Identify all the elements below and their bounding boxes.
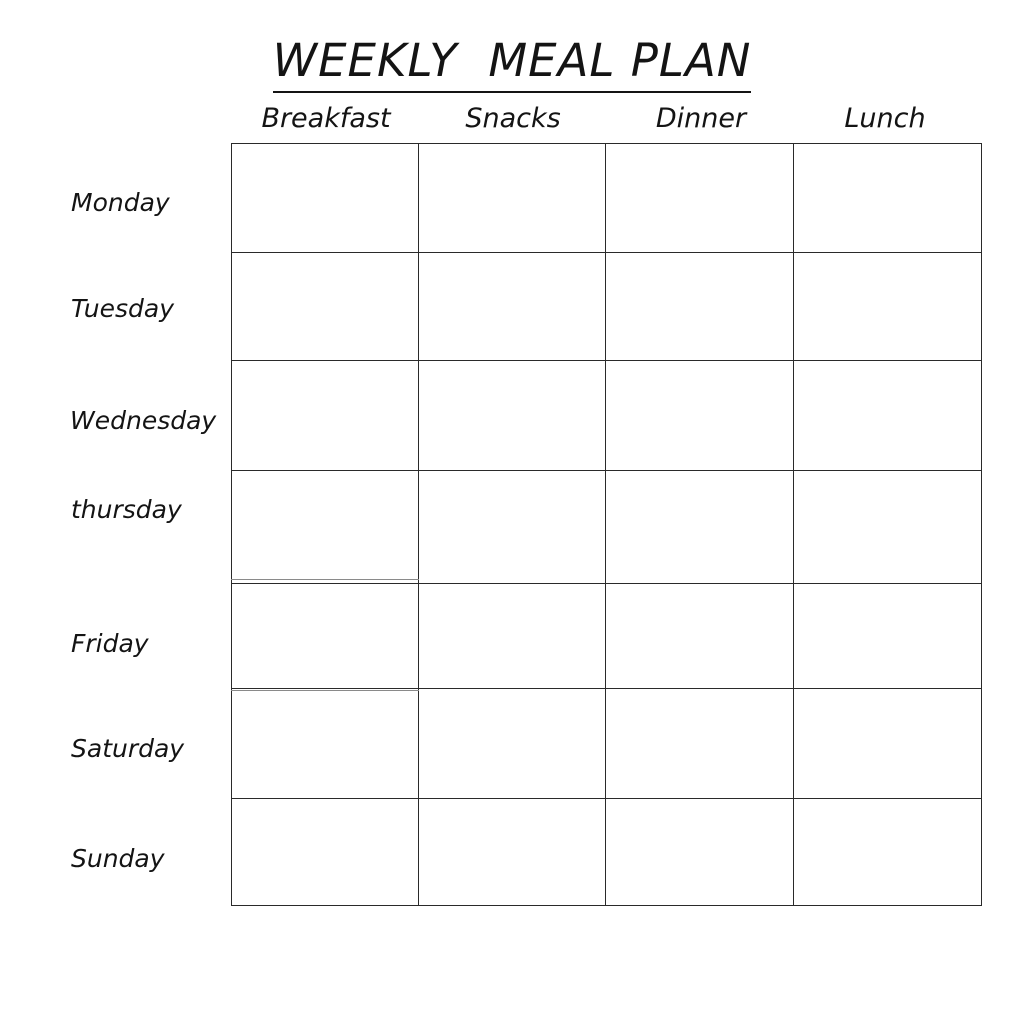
table-cell[interactable] [794, 253, 980, 359]
table-cell[interactable] [232, 361, 417, 469]
grid-hline-bottom [231, 905, 982, 906]
table-cell[interactable] [606, 689, 792, 797]
table-cell[interactable] [232, 584, 417, 687]
row-label-friday: Friday [71, 629, 149, 658]
row-label-thursday: thursday [71, 495, 182, 524]
table-cell[interactable] [606, 799, 792, 904]
table-cell[interactable] [232, 144, 417, 251]
table-cell[interactable] [419, 471, 604, 582]
table-cell[interactable] [606, 471, 792, 582]
table-cell[interactable] [794, 689, 980, 797]
table-cell[interactable] [419, 689, 604, 797]
table-cell[interactable] [794, 471, 980, 582]
table-cell[interactable] [419, 584, 604, 687]
table-cell[interactable] [232, 253, 417, 359]
table-cell[interactable] [419, 144, 604, 251]
column-header-snacks: Snacks [465, 103, 561, 134]
column-header-breakfast: Breakfast [261, 103, 391, 134]
table-cell[interactable] [794, 584, 980, 687]
page-title-text: WEEKLY MEAL PLAN [273, 34, 752, 93]
row-label-saturday: Saturday [71, 734, 185, 763]
table-cell[interactable] [419, 361, 604, 469]
column-header-dinner: Dinner [655, 103, 747, 134]
table-cell[interactable] [606, 144, 792, 251]
table-cell[interactable] [232, 471, 417, 582]
table-cell[interactable] [606, 361, 792, 469]
table-cell[interactable] [794, 144, 980, 251]
row-label-wednesday: Wednesday [70, 406, 217, 435]
table-cell[interactable] [419, 253, 604, 359]
row-label-monday: Monday [71, 188, 170, 217]
table-cell[interactable] [232, 799, 417, 904]
table-cell[interactable] [794, 361, 980, 469]
table-cell[interactable] [606, 253, 792, 359]
grid-vline-right [981, 143, 982, 906]
table-cell[interactable] [419, 799, 604, 904]
row-label-tuesday: Tuesday [71, 294, 174, 323]
meal-plan-grid [231, 143, 982, 906]
table-cell[interactable] [232, 689, 417, 797]
table-cell[interactable] [794, 799, 980, 904]
row-label-sunday: Sunday [71, 844, 165, 873]
page-title [0, 34, 1024, 87]
table-cell[interactable] [606, 584, 792, 687]
column-header-lunch: Lunch [844, 103, 926, 134]
